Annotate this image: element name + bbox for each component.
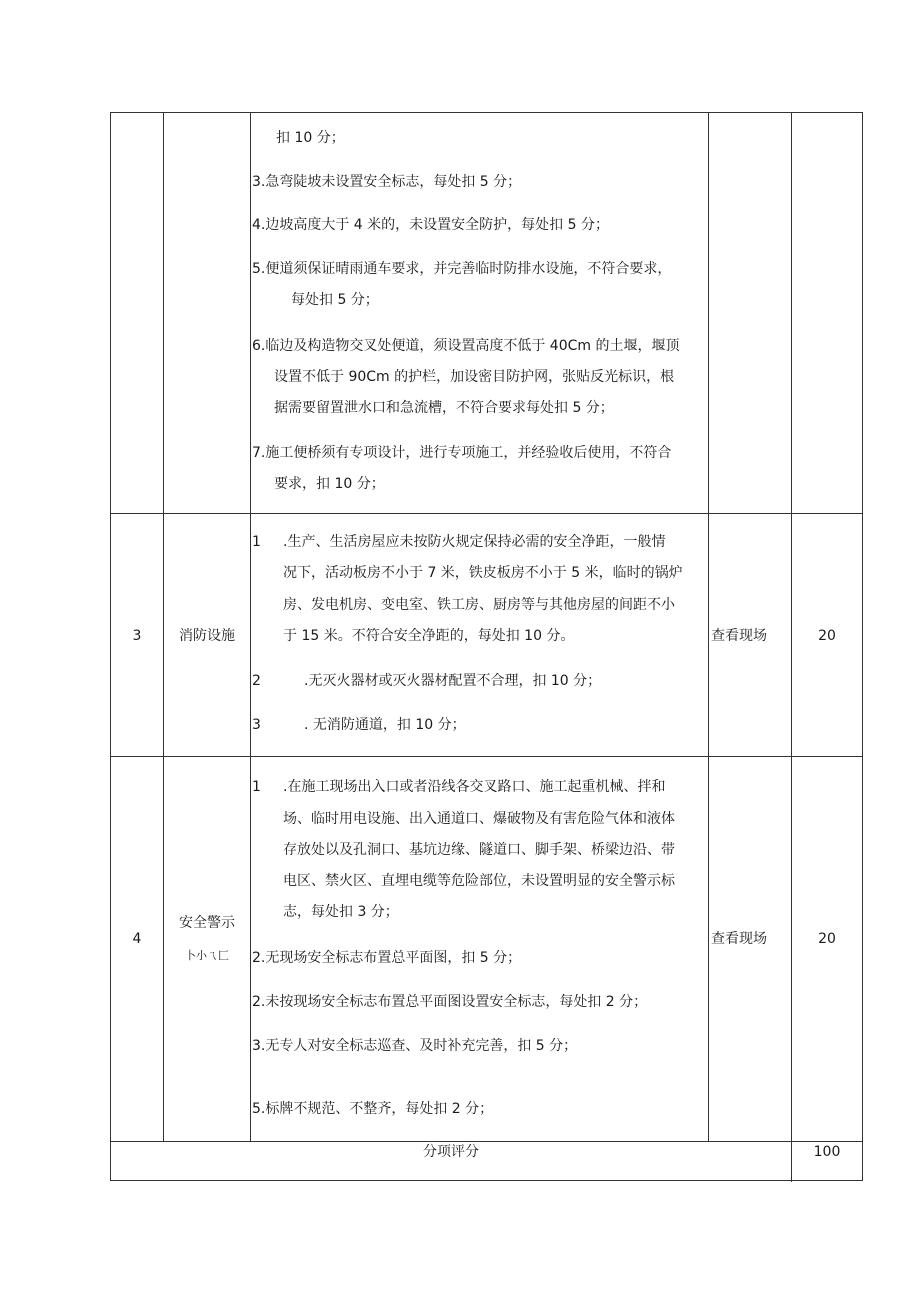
content-line: 志，每处扣 3 分； xyxy=(283,904,399,920)
content-line: 要求，扣 10 分； xyxy=(274,476,385,492)
content-line: .生产、生活房屋应未按防火规定保持必需的安全净距，一般情 xyxy=(283,534,666,550)
row-divider-2 xyxy=(111,756,862,757)
row-number: 4 xyxy=(132,931,142,947)
subtotal-label: 分项评分 xyxy=(423,1144,479,1160)
inspection-method: 查看现场 xyxy=(711,931,767,947)
col-divider-content xyxy=(708,113,709,1141)
content-line: 3.无专人对安全标志巡查、及时补充完善，扣 5 分； xyxy=(252,1038,578,1054)
content-line: 每处扣 5 分； xyxy=(291,292,379,308)
content-line: 2.无现场安全标志布置总平面图，扣 5 分； xyxy=(252,950,522,966)
content-line: 4.边坡高度大于 4 米的，未设置安全防护，每处扣 5 分； xyxy=(252,217,609,233)
content-line: 于 15 米。不符合安全净距的，每处扣 10 分。 xyxy=(283,628,575,644)
inspection-item-sub: 卜小ㄟ匚 xyxy=(185,949,229,962)
content-line: 7.施工便桥须有专项设计，进行专项施工，并经验收后使用，不符合 xyxy=(252,445,672,461)
content-line: 5.便道须保证晴雨通车要求，并完善临时防排水设施，不符合要求， xyxy=(252,261,672,277)
col-divider-method xyxy=(791,113,792,1182)
content-line: 2 xyxy=(252,673,261,689)
content-line: 1 xyxy=(252,779,261,795)
col-divider-item xyxy=(250,113,251,1141)
content-line: .无灭火器材或灭火器材配置不合理，扣 10 分； xyxy=(304,673,602,689)
content-line: 5.标牌不规范、不整齐，每处扣 2 分； xyxy=(252,1101,494,1117)
content-line: 1 xyxy=(252,534,261,550)
inspection-item: 消防设施 xyxy=(179,628,235,644)
scoring-table xyxy=(110,112,863,1181)
inspection-item: 安全警示 xyxy=(179,915,235,931)
row-number: 3 xyxy=(132,628,142,644)
content-line: 6.临边及构造物交叉处便道，须设置高度不低于 40Cm 的土堰，堰顶 xyxy=(252,338,680,354)
score-value: 20 xyxy=(818,628,836,644)
content-line: 电区、禁火区、直埋电缆等危险部位，未设置明显的安全警示标 xyxy=(283,873,675,889)
content-line: 3 xyxy=(252,717,261,733)
content-line: 场、临时用电设施、出入通道口、爆破物及有害危险气体和液体 xyxy=(283,811,675,827)
content-line: 房、发电机房、变电室、铁工房、厨房等与其他房屋的间距不小 xyxy=(283,597,675,613)
content-line: 扣 10 分； xyxy=(276,130,345,146)
content-line: 2.未按现场安全标志布置总平面图设置安全标志，每处扣 2 分； xyxy=(252,994,648,1010)
content-line: 据需要留置泄水口和急流槽，不符合要求每处扣 5 分； xyxy=(274,400,614,416)
content-line: 况下，活动板房不小于 7 米，铁皮板房不小于 5 米，临时的锅炉 xyxy=(283,565,683,581)
row-divider-1 xyxy=(111,513,862,514)
row-divider-3 xyxy=(111,1141,862,1142)
content-line: 3.急弯陡坡未设置安全标志，每处扣 5 分； xyxy=(252,174,522,190)
inspection-method: 查看现场 xyxy=(711,628,767,644)
score-value: 20 xyxy=(818,931,836,947)
content-line: . 无消防通道，扣 10 分； xyxy=(304,717,466,733)
subtotal-score: 100 xyxy=(813,1144,841,1160)
content-line: .在施工现场出入口或者沿线各交叉路口、施工起重机械、拌和 xyxy=(283,779,666,795)
content-line: 存放处以及孔洞口、基坑边缘、隧道口、脚手架、桥梁边沿、带 xyxy=(283,842,675,858)
content-line: 设置不低于 90Cm 的护栏，加设密目防护网，张贴反光标识，根 xyxy=(274,369,675,385)
